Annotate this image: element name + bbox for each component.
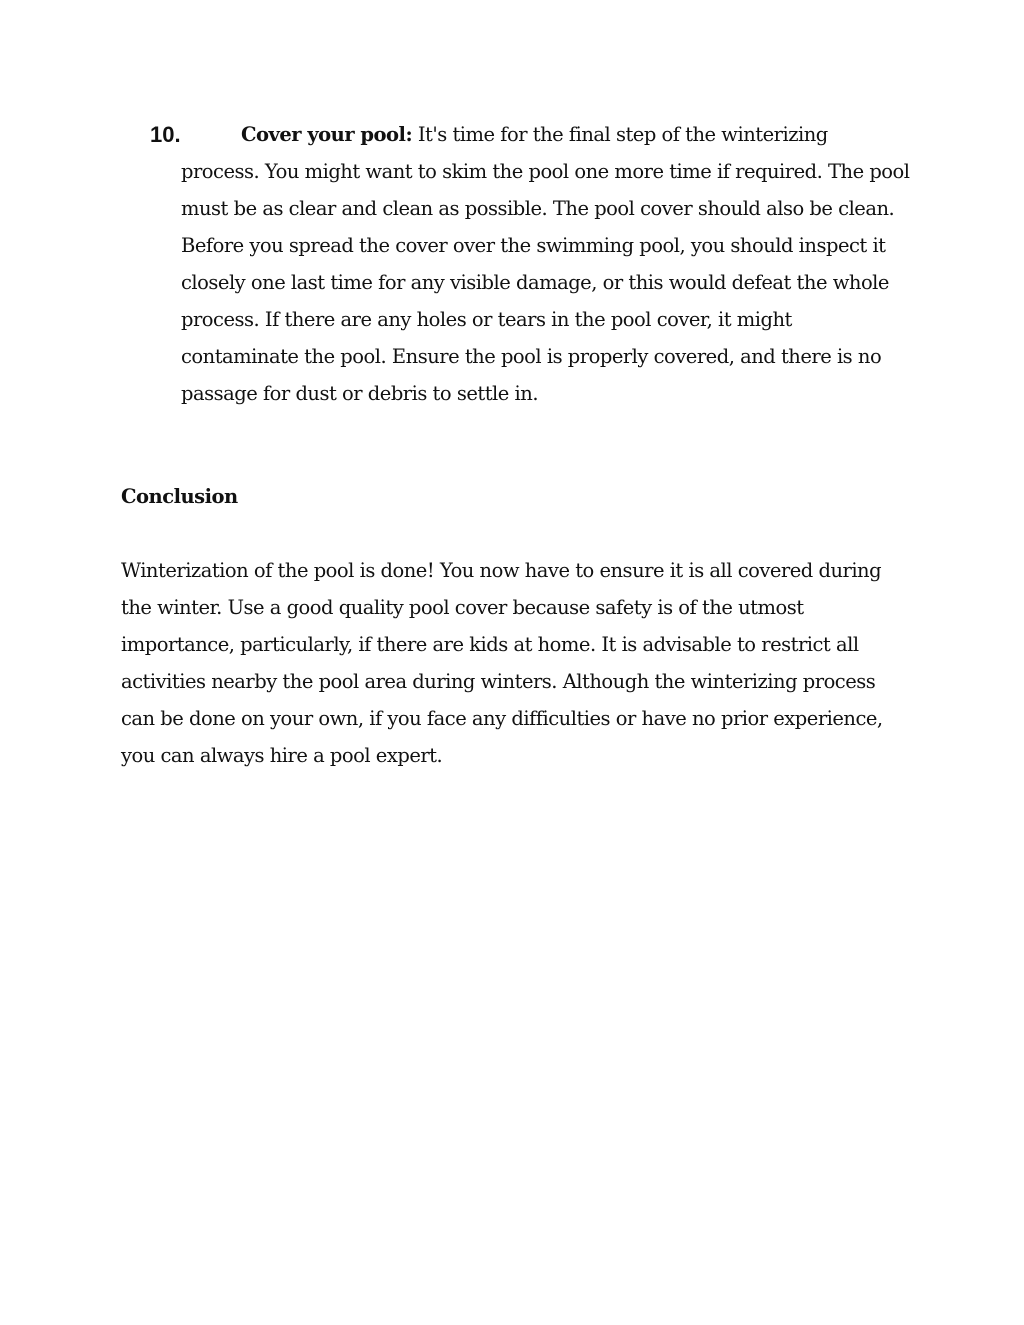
conclusion-paragraph: Winterization of the pool is done! You now have to ensure it is all covered during the winter. Use a good quality pool cover because safety is of the utmost importance, particularly, if there are kids at home. It is advisable to restrict all activities nearby the pool area during winters. Although the winterizing process can be done on your own, if you face any difficulties or have no prior experience, you can always hire a pool expert. — [121, 559, 883, 767]
list-item-body: It's time for the final step of the winterizing process. You might want to skim the pool one more time if required. The pool must be as clear and clean as possible. The pool cover should also be clean. Before you spread the cover over the swimming pool, you should inspect it closely one last time for any visible damage, or this would defeat the whole process. If there are any holes or tears in the pool cover, it might contaminate the pool. Ensure the pool is properly covered, and there is no passage for dust or debris to settle in. — [181, 123, 910, 405]
conclusion-heading: Conclusion — [121, 485, 238, 508]
list-item-paragraph — [150, 116, 910, 412]
list-item-10 — [150, 116, 910, 412]
list-number: 10. — [150, 122, 181, 147]
list-item-heading: Cover your pool: — [241, 123, 413, 146]
